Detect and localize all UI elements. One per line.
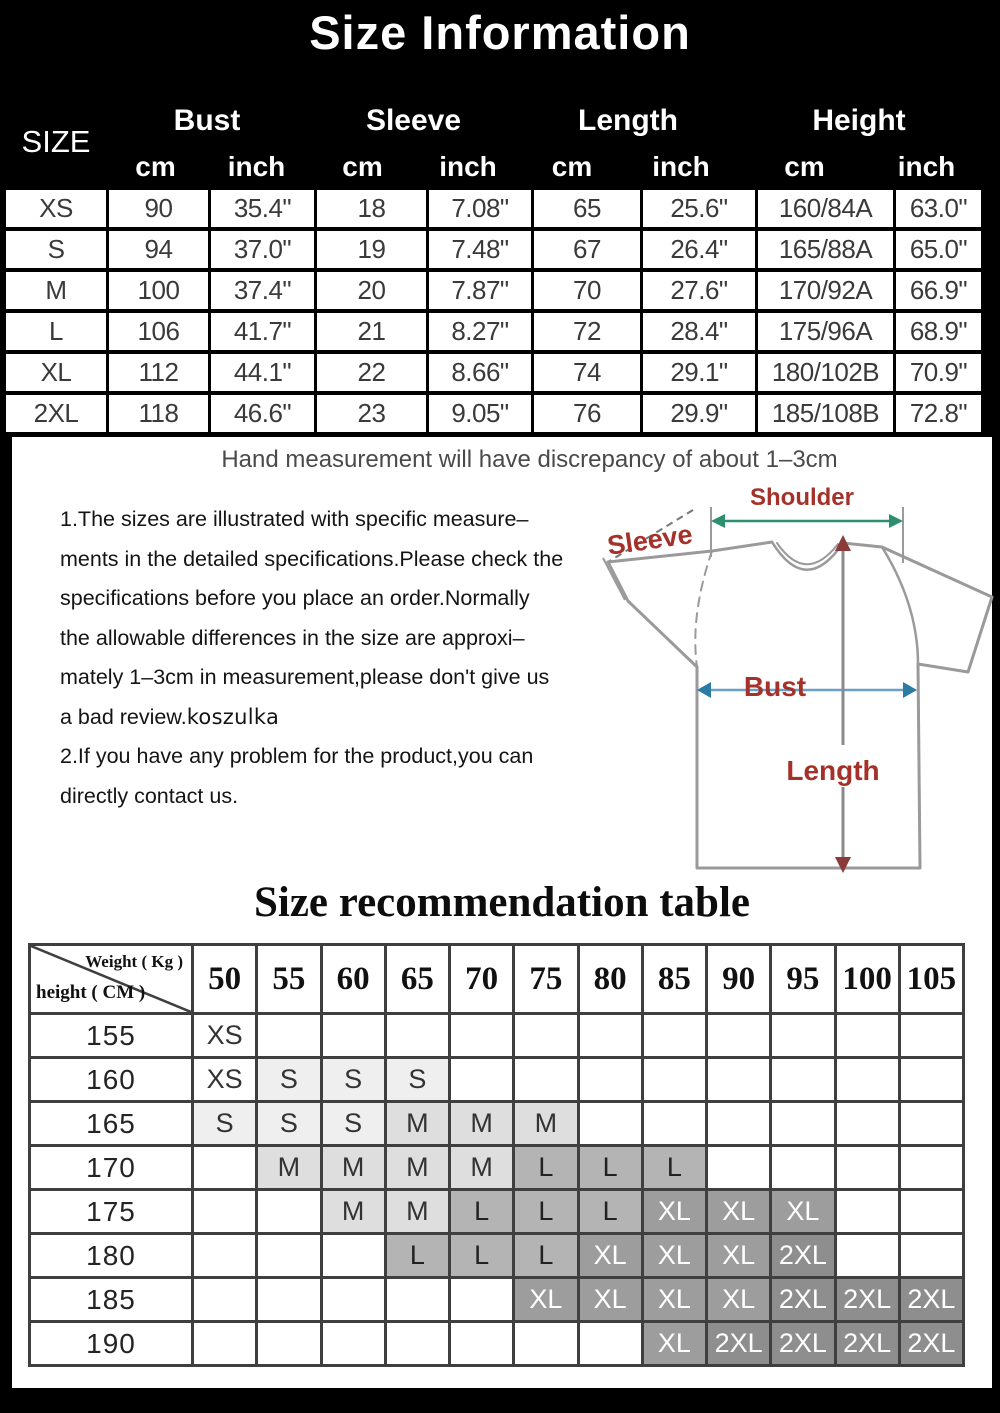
spec-cell: 18	[317, 190, 426, 227]
rec-cell	[323, 1323, 384, 1364]
rec-cell	[837, 1059, 898, 1100]
height-row-label: 180	[31, 1235, 191, 1276]
rec-cell	[837, 1103, 898, 1144]
spec-cell: 7.48"	[429, 231, 531, 268]
spec-cell: 28.4"	[643, 313, 755, 350]
spec-cell: 72	[534, 313, 640, 350]
bust-arrow	[697, 682, 917, 698]
sleeve-group-header: Sleeve	[365, 104, 462, 137]
spec-cell: 65.0"	[896, 231, 981, 268]
height-row-label: 175	[31, 1191, 191, 1232]
rec-cell: L	[387, 1235, 448, 1276]
weight-header-cell: 50	[194, 946, 255, 1012]
unit-header: cm	[135, 151, 176, 182]
rec-cell	[451, 1323, 512, 1364]
spec-cell: 74	[534, 354, 640, 391]
rec-cell	[387, 1279, 448, 1320]
rec-cell	[837, 1191, 898, 1232]
rec-cell: L	[515, 1191, 576, 1232]
unit-header: cm	[342, 151, 383, 182]
rec-cell: 2XL	[708, 1323, 769, 1364]
height-row-label: 185	[31, 1279, 191, 1320]
rec-cell: M	[387, 1191, 448, 1232]
rec-cell: M	[323, 1191, 384, 1232]
rec-cell: XL	[644, 1323, 705, 1364]
size-label: XS	[6, 190, 106, 227]
spec-cell: 100	[109, 272, 208, 309]
spec-cell: 70.9"	[896, 354, 981, 391]
rec-cell	[194, 1279, 255, 1320]
weight-header-cell: 95	[772, 946, 833, 1012]
rec-cell	[580, 1015, 641, 1056]
rec-cell	[258, 1279, 319, 1320]
spec-cell: 44.1"	[211, 354, 314, 391]
rec-cell: XL	[515, 1279, 576, 1320]
height-group-header: Height	[812, 104, 906, 137]
rec-cell: XS	[194, 1059, 255, 1100]
length-group-header: Length	[578, 104, 678, 137]
spec-cell: 29.9"	[643, 395, 755, 432]
height-row-label: 160	[31, 1059, 191, 1100]
spec-cell: 9.05"	[429, 395, 531, 432]
spec-cell: 65	[534, 190, 640, 227]
size-label: XL	[6, 354, 106, 391]
rec-cell	[708, 1059, 769, 1100]
rec-cell	[194, 1235, 255, 1276]
spec-cell: 118	[109, 395, 208, 432]
size-label: L	[6, 313, 106, 350]
weight-header-cell: 75	[515, 946, 576, 1012]
rec-cell: M	[451, 1147, 512, 1188]
sleeve-label: Sleeve	[605, 519, 695, 561]
height-row-label: 155	[31, 1015, 191, 1056]
height-row-label: 165	[31, 1103, 191, 1144]
note-line: directly contact us.	[60, 783, 239, 808]
rec-cell	[258, 1323, 319, 1364]
spec-cell: 185/108B	[758, 395, 893, 432]
rec-cell	[194, 1323, 255, 1364]
spec-cell: 175/96A	[758, 313, 893, 350]
rec-cell	[258, 1015, 319, 1056]
weight-header-cell: 70	[451, 946, 512, 1012]
weight-axis-label: Weight ( Kg )	[85, 952, 183, 971]
note-line: the allowable differences in the size are approxi–	[60, 625, 525, 650]
note-line: mately 1–3cm in measurement,please don't give us	[60, 665, 550, 689]
spec-cell: 72.8"	[896, 395, 981, 432]
spec-cell: 67	[534, 231, 640, 268]
rec-cell	[515, 1323, 576, 1364]
spec-cell: 8.66"	[429, 354, 531, 391]
spec-cell: 46.6"	[211, 395, 314, 432]
size-spec-table	[6, 190, 981, 432]
note-line: 1.The sizes are illustrated with specific measure–	[60, 507, 529, 531]
rec-cell	[580, 1323, 641, 1364]
unit-header: inch	[227, 151, 286, 182]
size-label: 2XL	[6, 395, 106, 432]
recommendation-title: Size recommendation table	[253, 879, 750, 926]
spec-cell: 7.08"	[429, 190, 531, 227]
rec-cell: XL	[772, 1191, 833, 1232]
rec-cell: XL	[708, 1235, 769, 1276]
rec-cell	[708, 1147, 769, 1188]
unit-header: inch	[652, 151, 710, 182]
length-label: Length	[786, 755, 880, 786]
rec-cell: M	[387, 1103, 448, 1144]
height-row-label: 190	[31, 1323, 191, 1364]
rec-cell	[708, 1015, 769, 1056]
rec-cell: 2XL	[901, 1323, 962, 1364]
spec-cell: 63.0"	[896, 190, 981, 227]
weight-header-cell: 100	[837, 946, 898, 1012]
rec-cell	[901, 1059, 962, 1100]
rec-cell: L	[515, 1235, 576, 1276]
rec-cell: S	[258, 1059, 319, 1100]
rec-cell	[323, 1279, 384, 1320]
spec-cell: 180/102B	[758, 354, 893, 391]
rec-cell	[644, 1015, 705, 1056]
rec-cell: S	[323, 1103, 384, 1144]
rec-cell	[901, 1147, 962, 1188]
bottom-black-bar	[0, 1388, 1000, 1413]
spec-cell: 37.4"	[211, 272, 314, 309]
rec-cell: 2XL	[837, 1323, 898, 1364]
rec-cell: XL	[580, 1279, 641, 1320]
spec-cell: 37.0"	[211, 231, 314, 268]
rec-cell	[323, 1015, 384, 1056]
length-line	[835, 535, 851, 873]
rec-cell: XS	[194, 1015, 255, 1056]
rec-cell	[580, 1103, 641, 1144]
spec-cell: 21	[317, 313, 426, 350]
rec-cell: M	[323, 1147, 384, 1188]
note-line	[60, 698, 610, 738]
rec-cell: M	[258, 1147, 319, 1188]
weight-header-cell: 90	[708, 946, 769, 1012]
spec-cell: 35.4"	[211, 190, 314, 227]
rec-cell	[901, 1103, 962, 1144]
rec-cell: 2XL	[901, 1279, 962, 1320]
rec-cell	[901, 1015, 962, 1056]
tshirt-outline	[608, 542, 992, 868]
rec-cell: XL	[644, 1191, 705, 1232]
weight-header-cell: 65	[387, 946, 448, 1012]
rec-cell	[387, 1323, 448, 1364]
spec-cell: 25.6"	[643, 190, 755, 227]
corner-header-cell	[31, 946, 191, 1012]
sleeve-cuff-tick	[603, 558, 625, 600]
rec-cell	[515, 1015, 576, 1056]
rec-cell	[451, 1015, 512, 1056]
note-line: specifications before you place an order.Normally	[60, 586, 530, 610]
spec-cell: 41.7"	[211, 313, 314, 350]
spec-cell: 8.27"	[429, 313, 531, 350]
unit-header: cm	[551, 151, 593, 182]
spec-cell: 170/92A	[758, 272, 893, 309]
spec-cell: 19	[317, 231, 426, 268]
rec-cell: M	[451, 1103, 512, 1144]
rec-cell	[772, 1147, 833, 1188]
spec-cell: 20	[317, 272, 426, 309]
rec-cell	[451, 1059, 512, 1100]
note-line: ments in the detailed specifications.Please check the	[60, 546, 564, 571]
height-row-label: 170	[31, 1147, 191, 1188]
rec-cell	[772, 1015, 833, 1056]
header-section	[0, 0, 1000, 437]
spec-cell: 70	[534, 272, 640, 309]
rec-cell: XL	[580, 1235, 641, 1276]
note-line-text: a bad review.	[60, 704, 187, 729]
rec-cell: XL	[644, 1235, 705, 1276]
spec-cell: 27.6"	[643, 272, 755, 309]
rec-cell	[451, 1279, 512, 1320]
weight-header-cell: 85	[644, 946, 705, 1012]
brand-name: koszulka	[186, 704, 280, 729]
rec-cell: XL	[708, 1279, 769, 1320]
rec-cell: S	[258, 1103, 319, 1144]
rec-cell: L	[644, 1147, 705, 1188]
rec-cell: S	[323, 1059, 384, 1100]
size-column-header: SIZE	[21, 124, 91, 159]
unit-header: inch	[897, 151, 956, 182]
rec-cell: 2XL	[837, 1279, 898, 1320]
rec-cell	[837, 1147, 898, 1188]
spec-cell: 26.4"	[643, 231, 755, 268]
rec-cell: L	[580, 1191, 641, 1232]
note-line: 2.If you have any problem for the product,you can	[60, 744, 534, 768]
rec-cell: XL	[708, 1191, 769, 1232]
tshirt-measurement-diagram	[578, 483, 998, 885]
rec-cell: M	[515, 1103, 576, 1144]
rec-cell	[515, 1059, 576, 1100]
content-section	[12, 437, 992, 1388]
rec-cell: 2XL	[772, 1279, 833, 1320]
rec-cell	[258, 1191, 319, 1232]
spec-cell: 160/84A	[758, 190, 893, 227]
rec-cell	[772, 1059, 833, 1100]
rec-cell	[901, 1235, 962, 1276]
spec-cell: 7.87"	[429, 272, 531, 309]
rec-cell: S	[194, 1103, 255, 1144]
rec-cell	[644, 1103, 705, 1144]
rec-cell	[258, 1235, 319, 1276]
spec-cell: 106	[109, 313, 208, 350]
rec-cell: S	[387, 1059, 448, 1100]
spec-cell: 66.9"	[896, 272, 981, 309]
rec-cell	[387, 1015, 448, 1056]
rec-cell	[323, 1235, 384, 1276]
shoulder-arrow	[711, 514, 903, 528]
notes-block	[60, 500, 610, 816]
rec-cell	[901, 1191, 962, 1232]
size-label: S	[6, 231, 106, 268]
rec-cell: 2XL	[772, 1235, 833, 1276]
rec-cell	[772, 1103, 833, 1144]
spec-cell: 29.1"	[643, 354, 755, 391]
weight-header-cell: 60	[323, 946, 384, 1012]
size-spec-table-header	[6, 96, 981, 188]
size-label: M	[6, 272, 106, 309]
weight-header-cell: 80	[580, 946, 641, 1012]
weight-header-cell: 55	[258, 946, 319, 1012]
spec-cell: 23	[317, 395, 426, 432]
rec-cell: XL	[644, 1279, 705, 1320]
rec-cell	[194, 1191, 255, 1232]
rec-cell	[837, 1235, 898, 1276]
unit-header: inch	[439, 151, 497, 182]
rec-cell	[580, 1059, 641, 1100]
rec-cell	[708, 1103, 769, 1144]
size-recommendation-table	[28, 943, 965, 1367]
spec-cell: 68.9"	[896, 313, 981, 350]
measurement-note: Hand measurement will have discrepancy of about 1–3cm	[221, 446, 838, 473]
spec-cell: 112	[109, 354, 208, 391]
spec-cell: 76	[534, 395, 640, 432]
shoulder-label: Shoulder	[749, 484, 855, 511]
page-title: Size Information	[309, 6, 691, 59]
rec-cell: L	[580, 1147, 641, 1188]
rec-cell	[837, 1015, 898, 1056]
bust-label: Bust	[743, 671, 807, 702]
spec-cell: 94	[109, 231, 208, 268]
rec-cell: M	[387, 1147, 448, 1188]
spec-cell: 165/88A	[758, 231, 893, 268]
spec-cell: 22	[317, 354, 426, 391]
rec-cell	[194, 1147, 255, 1188]
rec-cell: L	[515, 1147, 576, 1188]
rec-cell	[644, 1059, 705, 1100]
unit-header: cm	[784, 151, 825, 182]
spec-cell: 90	[109, 190, 208, 227]
rec-cell: 2XL	[772, 1323, 833, 1364]
height-axis-label: height ( CM )	[36, 982, 146, 1003]
bust-group-header: Bust	[173, 104, 241, 137]
weight-header-cell: 105	[901, 946, 962, 1012]
rec-cell: L	[451, 1235, 512, 1276]
rec-cell: L	[451, 1191, 512, 1232]
